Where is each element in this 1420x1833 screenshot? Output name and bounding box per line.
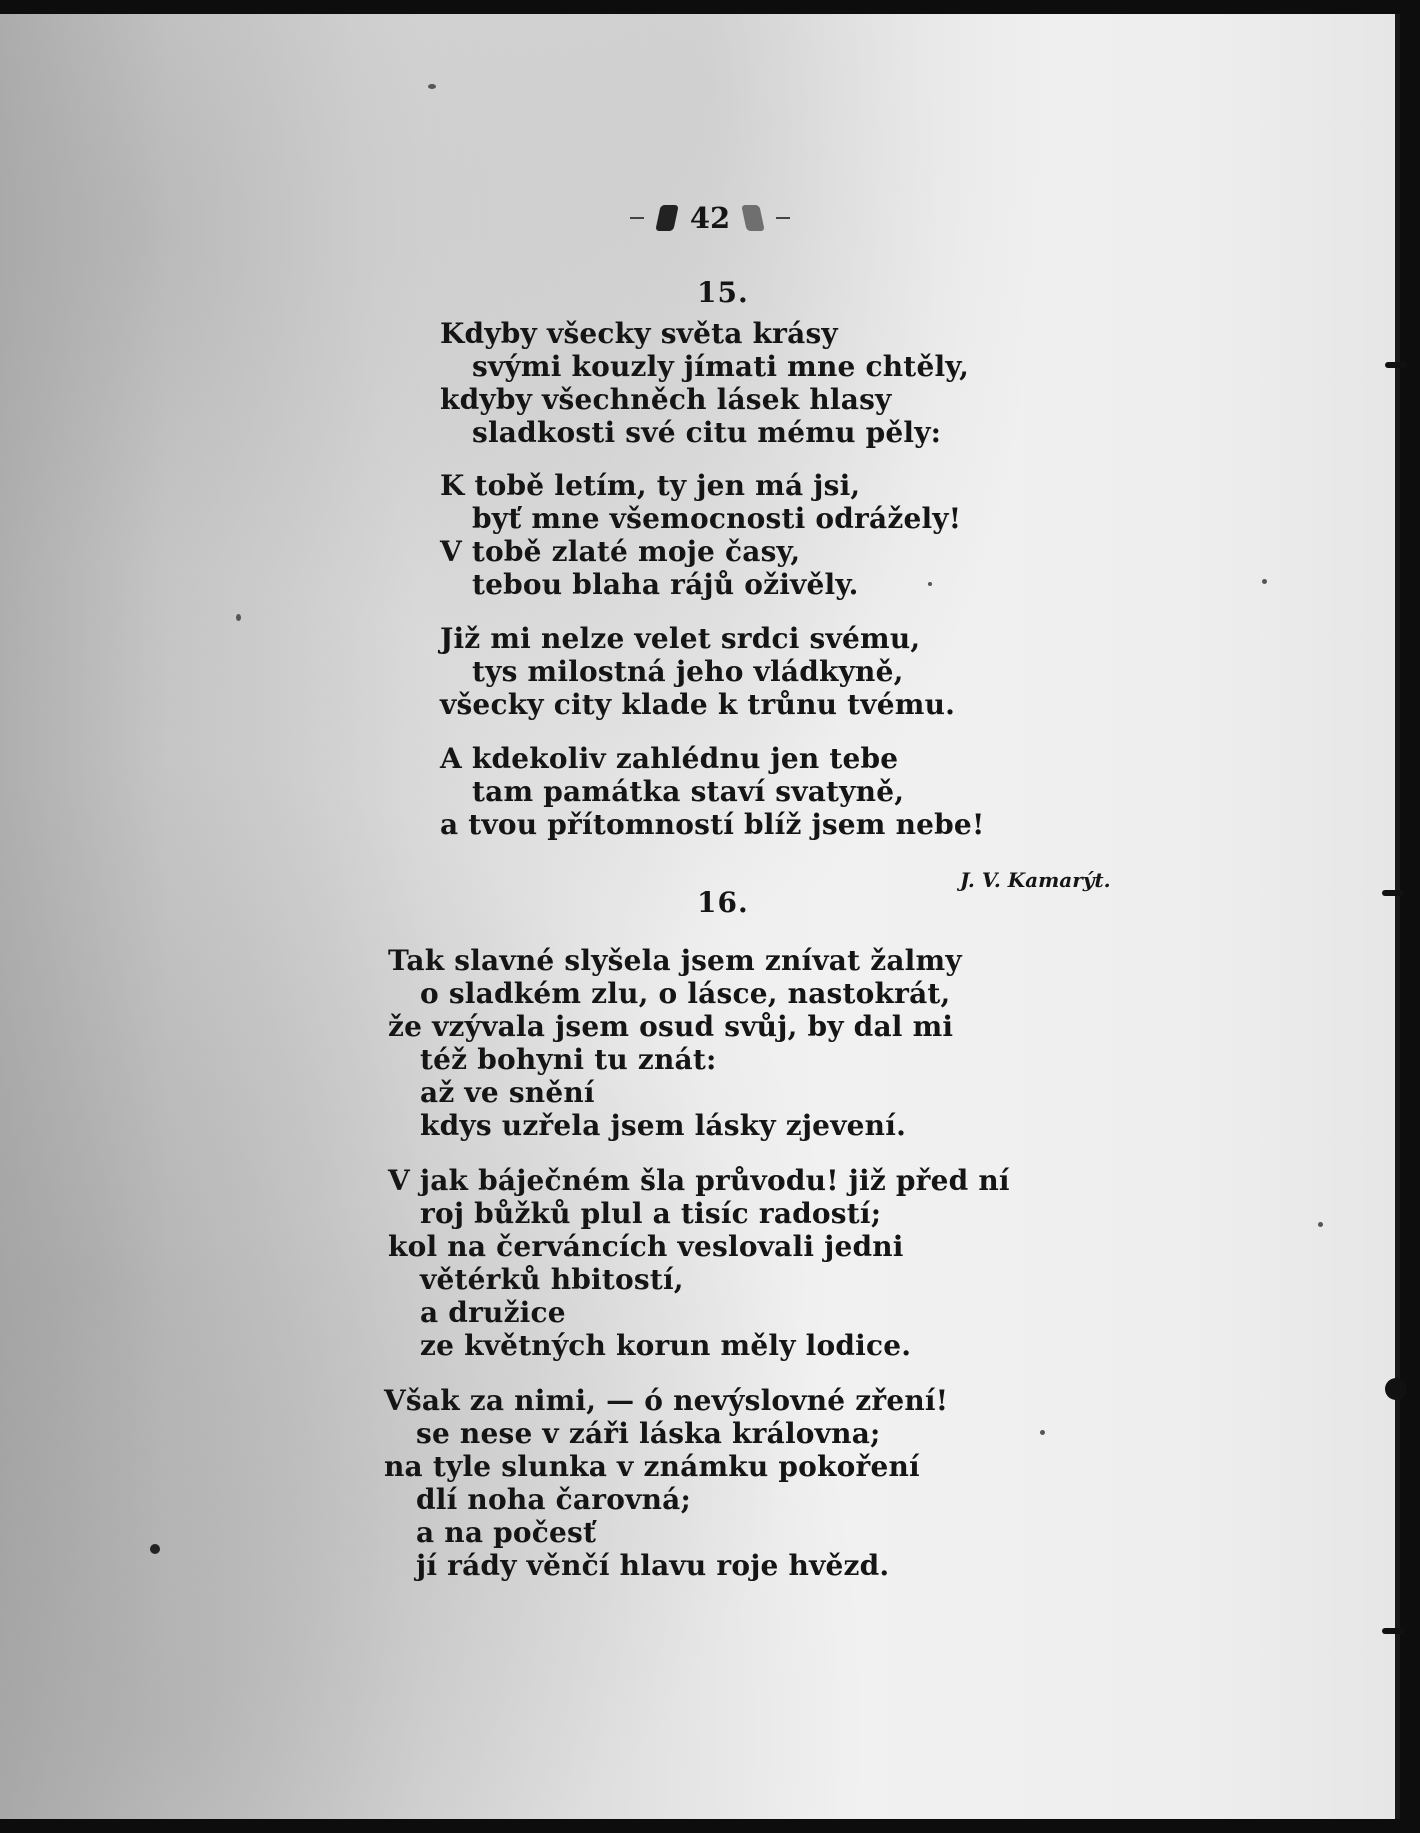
poem-line: též bohyni tu znát: xyxy=(420,1043,717,1076)
poem-line: svými kouzly jímati mne chtěly, xyxy=(472,350,970,383)
poem-line: Však za nimi, — ó nevýslovné zření! xyxy=(384,1384,949,1417)
poem-line: ze květných korun měly lodice. xyxy=(420,1329,912,1362)
poem-line: sladkosti své citu mému pěly: xyxy=(472,416,942,449)
poem-line: větérků hbitostí, xyxy=(420,1263,684,1296)
header-dash-right xyxy=(776,217,790,219)
author-signature: J. V. Kamarýt. xyxy=(960,868,1111,892)
scan-speck xyxy=(236,614,241,621)
binding-edge xyxy=(1395,14,1400,1819)
poem-line: a na počesť xyxy=(416,1516,597,1549)
poem-line: kol na červáncích veslovali jedni xyxy=(388,1230,904,1263)
poem-line: Kdyby všecky světa krásy xyxy=(440,317,838,350)
scan-speck xyxy=(1318,1222,1323,1227)
poem-line: A kdekoliv zahlédnu jen tebe xyxy=(440,742,899,775)
poem-line: tebou blaha rájů oživěly. xyxy=(472,568,859,601)
poem-line: tys milostná jeho vládkyně, xyxy=(472,655,904,688)
scan-speck xyxy=(428,84,436,89)
poem-line: na tyle slunka v známku pokoření xyxy=(384,1450,920,1483)
binding-mark xyxy=(1382,1628,1404,1634)
binding-mark xyxy=(1382,890,1404,896)
page-header xyxy=(590,198,830,238)
poem-line: K tobě letím, ty jen má jsi, xyxy=(440,469,861,502)
poem-line: jí rády věnčí hlavu roje hvězd. xyxy=(416,1549,890,1582)
poem-line: roj bůžků plul a tisíc radostí; xyxy=(420,1197,882,1230)
poem-line: kdyby všechněch lásek hlasy xyxy=(440,383,892,416)
poem-line: všecky city klade k trůnu tvému. xyxy=(440,688,956,721)
scan-speck xyxy=(1262,579,1267,584)
header-dash-left xyxy=(630,217,644,219)
scan-speck xyxy=(150,1544,160,1554)
poem-line: a tvou přítomností blíž jsem nebe! xyxy=(440,808,985,841)
scan-speck xyxy=(1040,1430,1045,1435)
poem-line: V jak báječném šla průvodu! již před ní xyxy=(388,1164,1010,1197)
scan-speck xyxy=(928,582,932,586)
ornament-right-icon xyxy=(741,205,765,231)
poem-line: a družice xyxy=(420,1296,566,1329)
poem-line: o sladkém zlu, o lásce, nastokrát, xyxy=(420,977,951,1010)
poem-line: Již mi nelze velet srdci svému, xyxy=(440,622,921,655)
poem-line: V tobě zlaté moje časy, xyxy=(440,535,801,568)
binding-mark xyxy=(1385,362,1407,368)
poem-line: až ve snění xyxy=(420,1076,595,1109)
binding-dot xyxy=(1385,1378,1407,1400)
book-page xyxy=(0,14,1400,1819)
poem-number: 15. xyxy=(697,276,749,309)
page-number: 42 xyxy=(689,201,731,235)
poem-line: že vzývala jsem osud svůj, by dal mi xyxy=(388,1010,954,1043)
poem-line: tam památka staví svatyně, xyxy=(472,775,905,808)
ornament-left-icon xyxy=(655,205,679,231)
poem-line: se nese v záři láska královna; xyxy=(416,1417,881,1450)
poem-line: byť mne všemocnosti odrážely! xyxy=(472,502,962,535)
poem-line: Tak slavné slyšela jsem znívat žalmy xyxy=(388,944,962,977)
poem-number: 16. xyxy=(697,886,749,919)
poem-line: kdys uzřela jsem lásky zjevení. xyxy=(420,1109,907,1142)
poem-line: dlí noha čarovná; xyxy=(416,1483,692,1516)
